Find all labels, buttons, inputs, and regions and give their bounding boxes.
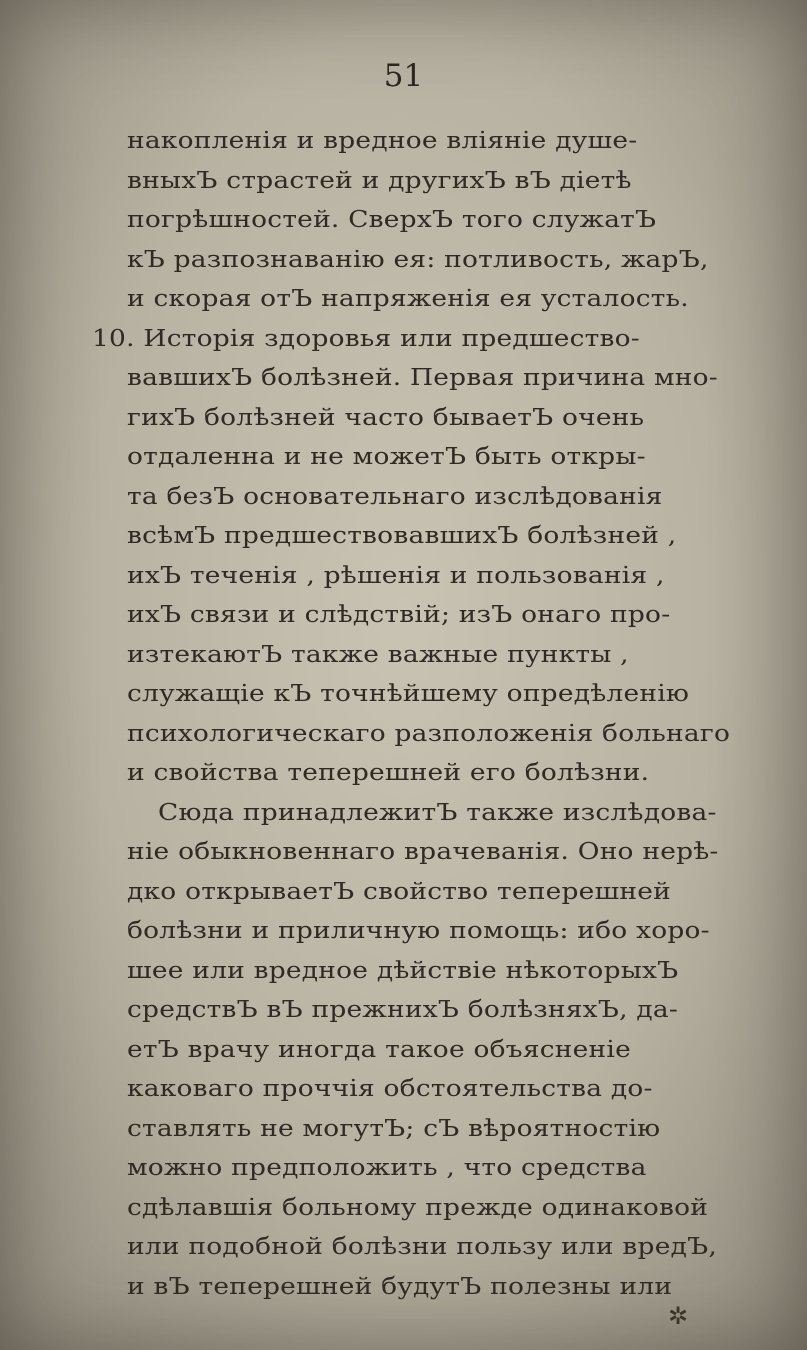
text-line: психологическаго разположенія больнаго	[127, 721, 731, 747]
asterisk-ornament-icon: ✲	[668, 1302, 689, 1330]
text-line: ставлять не могутЪ; сЪ вѣроятностію	[127, 1116, 661, 1142]
text-line: ихЪ теченія , рѣшенія и пользованія ,	[127, 563, 665, 589]
text-line: ихЪ связи и слѣдствій; изЪ онаго про-	[127, 602, 671, 628]
text-line: кЪ разпознаванію ея: потливость, жарЪ,	[127, 247, 709, 273]
text-line: можно предположить , что средства	[127, 1155, 647, 1181]
text-line: средствЪ вЪ прежнихЪ болѣзняхЪ, да-	[127, 997, 679, 1023]
text-line: изтекаютЪ также важные пункты ,	[127, 642, 629, 668]
text-line: погрѣшностей. СверхЪ того служатЪ	[127, 207, 657, 233]
text-line: болѣзни и приличную помощь: ибо хоро-	[127, 918, 710, 944]
text-line: и скорая отЪ напряженія ея усталость.	[127, 286, 689, 312]
page-number: 51	[383, 58, 424, 94]
text-line: всѣмЪ предшествовавшихЪ болѣзней ,	[127, 523, 677, 549]
text-line: и вЪ теперешней будутЪ полезны или	[127, 1274, 673, 1300]
text-line: накопленія и вредное вліяніе душе-	[127, 128, 638, 154]
text-line: ніе обыкновеннаго врачеванія. Оно нерѣ-	[127, 839, 719, 865]
text-line: служащіе кЪ точнѣйшему опредѣленію	[127, 681, 690, 707]
text-line: шее или вредное дѣйствіе нѣкоторыхЪ	[127, 958, 679, 984]
text-line: или подобной болѣзни пользу или вредЪ,	[127, 1234, 717, 1260]
text-line: сдѣлавшія больному прежде одинаковой	[127, 1195, 709, 1221]
text-line: гихЪ болѣзней часто бываетЪ очень	[127, 405, 645, 431]
text-line: 10. Исторія здоровья или предшество-	[92, 326, 640, 352]
text-line: дко открываетЪ свойство теперешней	[127, 879, 672, 905]
text-line: каковаго проччія обстоятельства до-	[127, 1076, 653, 1102]
text-line: та безЪ основательнаго изслѣдованія	[127, 484, 663, 510]
text-line: и свойства теперешней его болѣзни.	[127, 760, 650, 786]
text-line: отдаленна и не можетЪ быть откры-	[127, 444, 646, 470]
text-line: вныхЪ страстей и другихЪ вЪ діетѣ	[127, 168, 632, 194]
text-line: етЪ врачу иногда такое объясненіе	[127, 1037, 631, 1063]
text-line: Сюда принадлежитЪ также изслѣдова-	[158, 800, 717, 826]
text-line: вавшихЪ болѣзней. Первая причина мно-	[127, 365, 718, 391]
